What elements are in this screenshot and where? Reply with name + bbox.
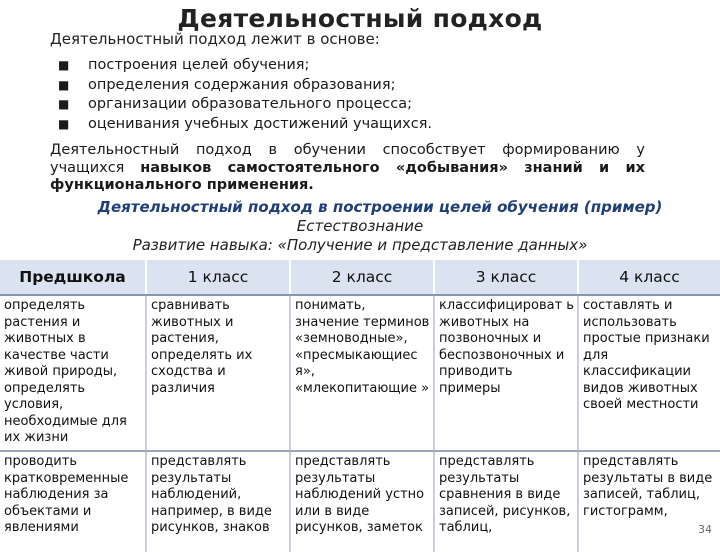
column-header: Предшкола: [0, 260, 146, 295]
table-cell: представлять результаты в виде записей, таблиц, гистограмм,: [583, 454, 713, 519]
list-item-text: организации образовательного процесса;: [88, 96, 413, 112]
column-header: 4 класс: [578, 260, 720, 295]
table-cell: понимать, значение терминов «земноводные», «пресмыкающиес я», «млекопитающие »: [290, 295, 434, 451]
table-cell: определять растения и животных в качестве части живой природы, определять условия, необходимые для их жизни: [0, 295, 146, 451]
list-item-text: построения целей обучения;: [88, 57, 310, 73]
bullet-icon: ■: [58, 116, 70, 131]
table-cell: представлять результаты наблюдений, например, в виде рисунков, знаков: [146, 451, 290, 552]
bullet-list: [58, 56, 432, 134]
list-item-text: оценивания учебных достижений учащихся.: [88, 115, 433, 132]
bullet-icon: ■: [58, 58, 70, 72]
list-item: [58, 56, 432, 76]
subject-label: Естествознание: [296, 217, 424, 235]
column-header: 3 класс: [434, 260, 578, 295]
list-item: [58, 76, 432, 96]
list-item-text: определения содержания образования;: [88, 76, 396, 93]
description-paragraph: [50, 142, 645, 195]
section-subtitle: Деятельностный подход в построении целей обучения (пример): [97, 198, 663, 216]
table-cell: представлять результаты сравнения в виде записей, рисунков, таблиц,: [434, 451, 578, 552]
page-number: 34: [698, 523, 712, 536]
skill-label: Развитие навыка: «Получение и представление данных»: [132, 236, 588, 254]
table-cell: представлять результаты наблюдений устно или в виде рисунков, заметок: [290, 451, 434, 552]
table-row: [0, 295, 720, 451]
table-header-row: [0, 260, 720, 295]
list-item: [58, 95, 432, 115]
list-item: [58, 115, 432, 135]
slide-title: Деятельностный подход: [177, 4, 543, 33]
paragraph-text: Деятельностный подход в обучении способствует формированию у учащихся: [50, 142, 645, 176]
paragraph-emphasis: навыков самостоятельного «добывания» знаний и их функционального применения.: [50, 159, 646, 193]
column-header: 2 класс: [290, 260, 434, 295]
table-cell: классифицироват ь животных на позвоночных и беспозвоночных и приводить примеры: [434, 295, 578, 451]
column-header: 1 класс: [146, 260, 290, 295]
table-cell: составлять и использовать простые признаки для классификации видов животных своей местности: [578, 295, 720, 451]
table-cell: сравнивать животных и растения, определять их сходства и различия: [146, 295, 290, 451]
intro-text: Деятельностный подход лежит в основе:: [50, 30, 380, 48]
table-row: [0, 451, 720, 552]
table-cell: проводить кратковременные наблюдения за объектами и явлениями: [0, 451, 146, 552]
goals-table: [0, 260, 720, 552]
bullet-icon: ■: [58, 77, 70, 92]
bullet-icon: ■: [58, 97, 70, 111]
